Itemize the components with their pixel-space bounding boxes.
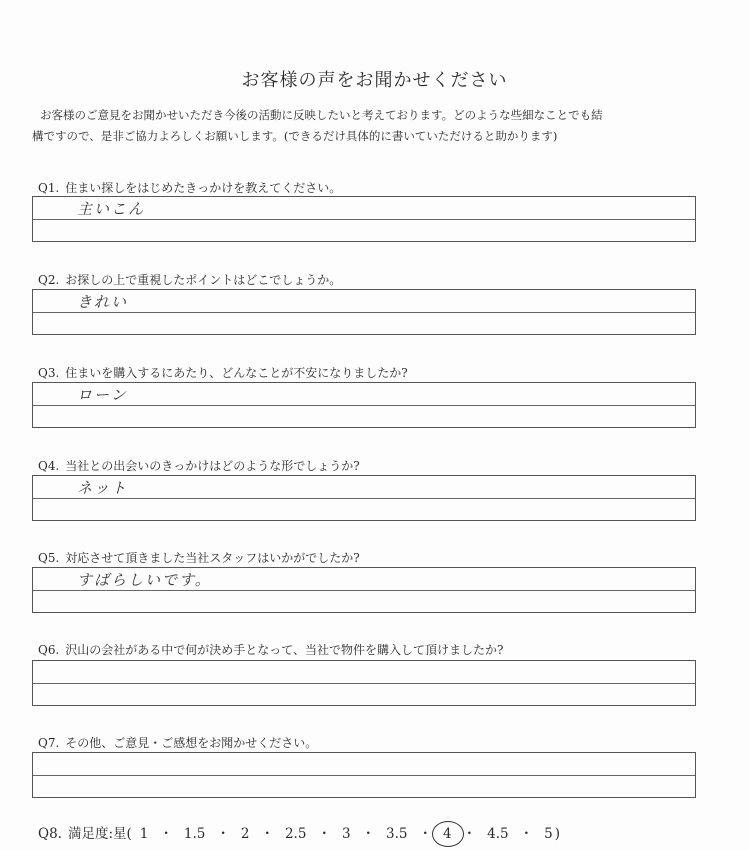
rating-option-1-5[interactable]: 1.5: [183, 826, 206, 842]
rating-option-2-5[interactable]: 2.5: [284, 826, 307, 842]
answer-rule: [33, 498, 695, 499]
answer-text: 主いこん: [77, 200, 146, 218]
rating-separator: ・: [519, 826, 534, 842]
question-1: [38, 179, 341, 196]
question-text: 沢山の会社がある中で何が決め手となって、当社で物件を購入して頂けましたか?: [65, 643, 504, 657]
question-number: Q5.: [38, 551, 60, 565]
rating-separator: ・: [418, 826, 433, 842]
answer-rule: [33, 590, 695, 591]
question-text: 当社との出会いのきっかけはどのような形でしょうか?: [65, 459, 360, 473]
answer-text: きれい: [77, 293, 129, 311]
question-4: [38, 457, 360, 474]
rating-separator: ・: [462, 826, 477, 842]
rating-separator: ・: [216, 826, 230, 842]
question-number: Q3.: [38, 366, 60, 380]
question-3: [38, 364, 408, 381]
question-number: Q2.: [38, 273, 60, 287]
intro-line-1: お客様のご意見をお聞かせいただき今後の活動に反映したいと考えております。どのような些細なことでも結: [40, 108, 603, 122]
question-7: [38, 734, 317, 751]
question-number: Q8.: [38, 826, 62, 842]
answer-rule: [33, 312, 695, 313]
answer-box-4[interactable]: [32, 475, 696, 521]
rating-options: [138, 826, 555, 842]
question-2: [38, 271, 341, 288]
question-number: Q7.: [38, 736, 60, 750]
rating-option-5[interactable]: 5: [544, 826, 553, 842]
answer-rule: [33, 775, 695, 776]
satisfaction-rating: [38, 822, 560, 842]
answer-text: ローン: [77, 386, 128, 404]
rating-label: 満足度:星(: [67, 826, 132, 842]
rating-option-3-5[interactable]: 3.5: [386, 826, 408, 842]
intro-line-2: 構ですので、是非ご協力よろしくお願いします。(できるだけ具体的に書いていただけると助かります): [32, 129, 558, 143]
answer-rule: [33, 683, 695, 684]
answer-box-6[interactable]: [32, 660, 696, 706]
question-5: [38, 549, 360, 566]
rating-option-4[interactable]: 4: [443, 826, 452, 842]
question-text: 対応させて頂きました当社スタッフはいかがでしたか?: [65, 551, 360, 565]
answer-box-1[interactable]: [32, 196, 696, 242]
page-title: お客様の声をお聞かせください: [241, 70, 508, 91]
answer-box-2[interactable]: [32, 289, 696, 335]
answer-rule: [33, 219, 695, 220]
question-number: Q6.: [38, 643, 60, 657]
question-text: 住まいを購入するにあたり、どんなことが不安になりましたか?: [65, 366, 408, 380]
rating-separator: ・: [361, 826, 376, 842]
answer-box-3[interactable]: [32, 382, 696, 428]
answer-text: すばらしいです。: [77, 571, 212, 589]
rating-separator: ・: [260, 826, 274, 842]
question-number: Q1.: [38, 181, 60, 195]
question-text: 住まい探しをはじめたきっかけを教えてください。: [65, 181, 342, 195]
question-6: [38, 641, 504, 658]
rating-option-3[interactable]: 3: [341, 826, 351, 842]
rating-option-4-5[interactable]: 4.5: [487, 826, 509, 842]
answer-box-5[interactable]: [32, 567, 696, 613]
rating-option-1[interactable]: 1: [139, 826, 149, 842]
rating-option-2[interactable]: 2: [240, 826, 250, 842]
answer-rule: [33, 405, 695, 406]
answer-text: ネット: [77, 479, 129, 497]
question-text: お探しの上で重視したポイントはどこでしょうか。: [65, 273, 342, 287]
answer-box-7[interactable]: [32, 752, 696, 798]
question-text: その他、ご意見・ご感想をお聞かせください。: [65, 736, 318, 750]
question-number: Q4.: [38, 459, 60, 473]
rating-separator: ・: [159, 826, 173, 842]
rating-close: ): [554, 826, 560, 842]
rating-separator: ・: [317, 826, 331, 842]
